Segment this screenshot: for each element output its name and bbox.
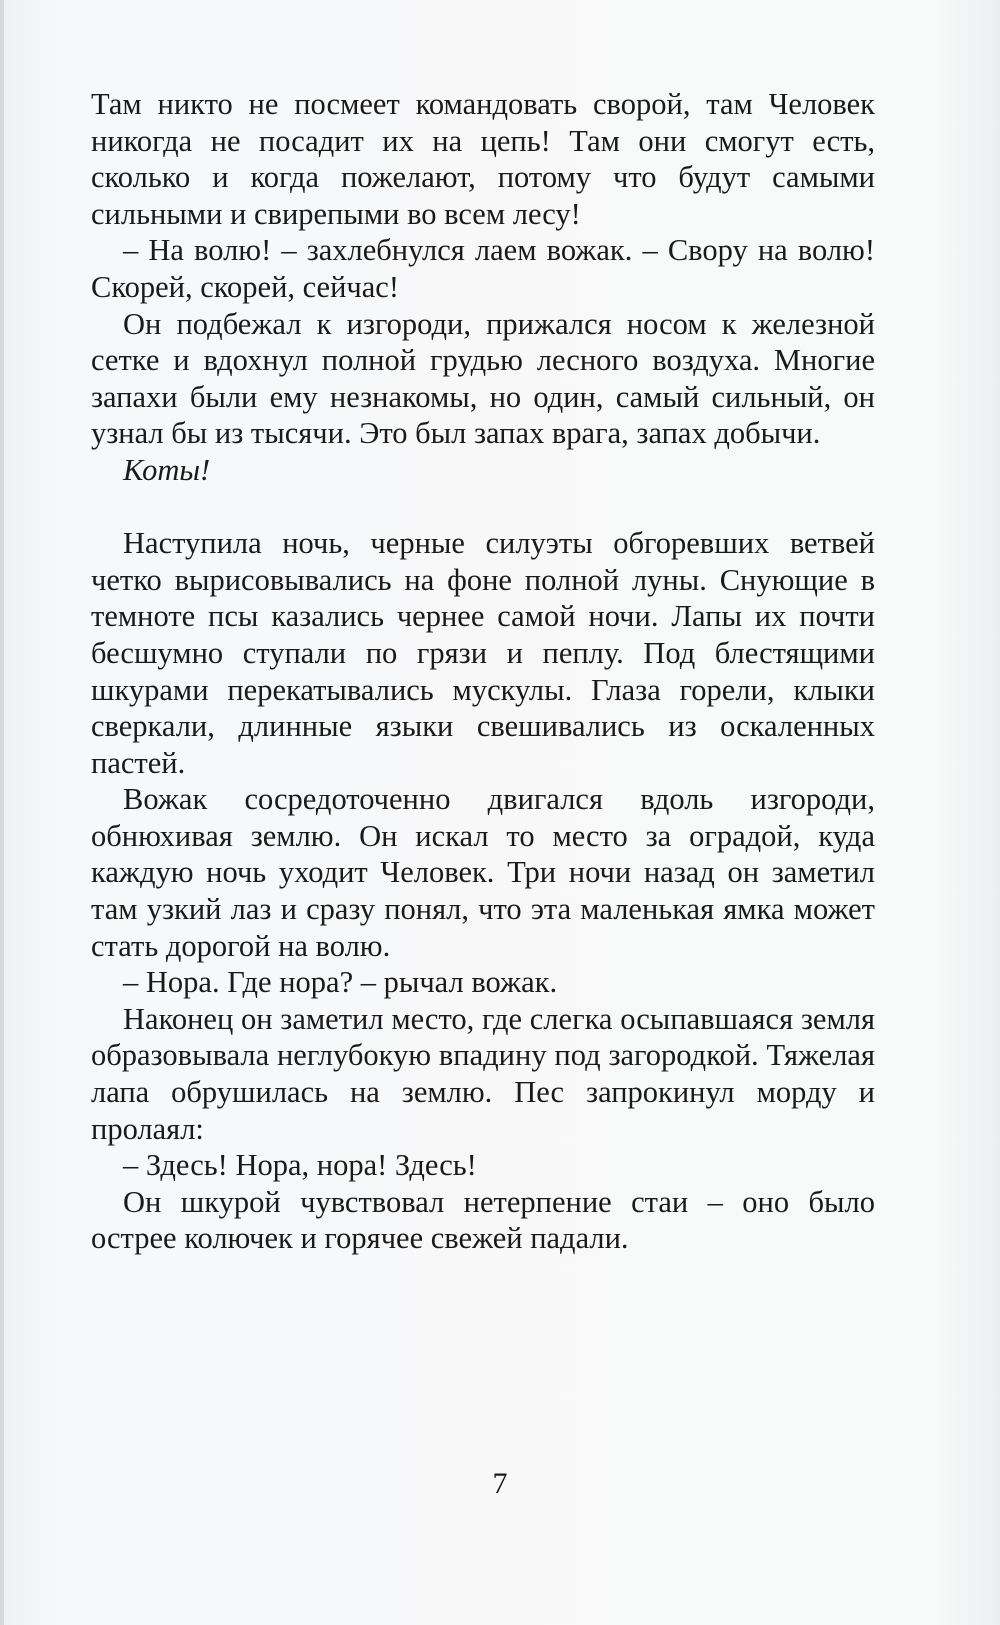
paragraph-9: – Здесь! Нора, нора! Здесь! xyxy=(123,1148,477,1183)
paragraph-4-italic: Коты! xyxy=(123,452,211,487)
paragraph-10: Он шкурой чувствовал нетерпение стаи – оно было острее колючек и горячее свежей падали. xyxy=(91,1184,875,1256)
body-text xyxy=(91,86,875,1257)
paragraph-7: – Нора. Где нора? – рычал вожак. xyxy=(123,965,558,1000)
paragraph-8: Наконец он заметил место, где слегка осыпавшаяся земля образовывала неглубокую впадину под загородкой. Тяжелая лапа обрушилась на землю. Пес запрокинул морду и пролаял: xyxy=(91,1001,875,1146)
paragraph-2: – На волю! – захлебнулся лаем вожак. – Свору на волю! Скорей, скорей, сейчас! xyxy=(91,233,875,304)
page-edge xyxy=(0,0,4,1625)
page-number: 7 xyxy=(492,1467,508,1500)
paragraph-3: Он подбежал к изгороди, прижался носом к железной сетке и вдохнул полной грудью лесного воздуха. Многие запахи были ему незнакомы, но один, самый сильный, он узнал бы из тысячи. Это был запах врага, запах добычи. xyxy=(91,306,875,451)
paragraph-5: Наступила ночь, черные силуэты обгоревших ветвей четко вырисовывались на фоне полной луны. Снующие в темноте псы казались чернее самой ночи. Лапы их почти бесшумно ступали по грязи и пеплу. Под блестящими шкурами перекатывались мускулы. Глаза горели, клыки сверкали, длинные языки свешивались из оскаленных пастей. xyxy=(91,526,875,780)
paragraph-6: Вожак сосредоточенно двигался вдоль изгороди, обнюхивая землю. Он искал то место за оградой, куда каждую ночь уходит Человек. Три ночи назад он заметил там узкий лаз и сразу понял, что эта маленькая ямка может стать дорогой на волю. xyxy=(91,782,875,963)
paragraph-1: Там никто не посмеет командовать сворой, там Человек никогда не посадит их на цепь! Там они смогут есть, сколько и когда пожелают, потому что будут самыми сильными и свирепыми во всем лесу! xyxy=(91,87,875,231)
